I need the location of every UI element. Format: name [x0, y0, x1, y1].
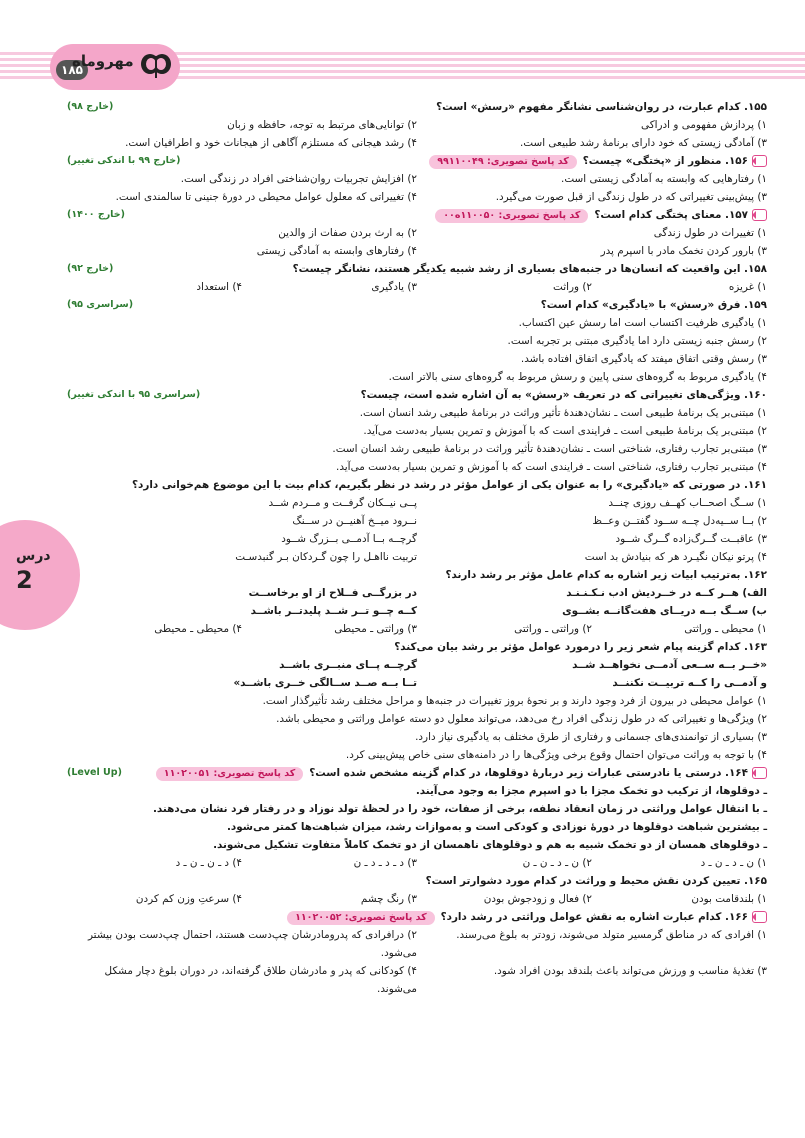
video-icon[interactable]	[752, 155, 767, 167]
options	[67, 890, 767, 908]
option[interactable]: ۴) د ـ ن ـ ن ـ د	[175, 857, 242, 869]
option[interactable]: ۴) تغییراتی که معلول عوامل محیطی در دورهٔ جنینی تا سالمندی است.	[115, 191, 417, 203]
brand-name: مهروماه	[72, 52, 134, 70]
question-stem: ۱۶۳. کدام گزینه پیام شعر زیر را درمورد عوامل مؤثر بر رشد بیان می‌کند؟	[394, 641, 767, 653]
video-icon[interactable]	[752, 767, 767, 779]
question-161	[67, 476, 767, 566]
question-stem: ۱۶۲. به‌ترتیب ابیات زیر اشاره به کدام عامل مؤثر بر رشد دارند؟	[445, 569, 767, 581]
question-160	[67, 386, 767, 476]
question-166	[67, 908, 767, 998]
poem-verse: ب) ســگ بــه دریــای هفت‌گانــه بشــوی کــه چــو تــر شــد پلیدتــر باشــد	[250, 605, 767, 617]
question-163	[67, 638, 767, 764]
question-157	[67, 206, 767, 260]
answer-code-badge[interactable]: کد پاسخ تصویری: ۹۹۱۱۰۰۴۹	[429, 155, 577, 169]
option[interactable]: ۳) آمادگی زیستی که خود دارای برنامهٔ رشد طبیعی است.	[520, 137, 767, 149]
answer-code-badge[interactable]: کد پاسخ تصویری: ۱۱۰۲۰۰۵۲	[287, 911, 435, 925]
poem-verse: و آدمــی را کــه تربیــت نکننــد تــا بــه صــد ســالگی خــری باشــد»	[233, 677, 767, 689]
option[interactable]: ۱) یادگیری ظرفیت اکتساب است اما رسش عین اکتساب.	[518, 317, 767, 329]
options	[67, 620, 767, 638]
option[interactable]: ۲) به ارث بردن صفات از والدین	[278, 227, 417, 239]
option[interactable]: ۴) یادگیری مربوط به گروه‌های سنی پایین و رسش مربوط به گروه‌های سنی بالاتر است.	[388, 371, 767, 383]
questions-column	[67, 98, 767, 998]
butterfly-logo-icon	[140, 52, 172, 82]
option[interactable]: ۳) رسش وقتی اتفاق میفتد که یادگیری اتفاق افتاده باشد.	[520, 353, 767, 365]
option[interactable]: ۲) ن ـ د ـ ن ـ ن	[522, 857, 592, 869]
page-number: ۱۸۵	[56, 60, 88, 80]
options	[67, 278, 767, 296]
option[interactable]: ۲) فعال و زودجوش بودن	[483, 893, 592, 905]
statement: ـ دوقلوها، از ترکیب دو تخمک مجزا با دو اسپرم مجزا به وجود می‌آیند.	[415, 785, 767, 797]
question-stem: ۱۵۶. منظور از «پختگی» چیست؟کد پاسخ تصویری: ۹۹۱۱۰۰۴۹	[67, 152, 767, 170]
statement: ـ دوقلوهای همسان از دو تخمک شبیه به هم و دوقلوهای ناهمسان از دو تخمک کاملاً متفاوت تشکیل می‌شوند.	[213, 839, 767, 851]
question-162	[67, 566, 767, 638]
option[interactable]: ۱) غریزه	[728, 281, 767, 293]
video-icon[interactable]	[752, 209, 767, 221]
option[interactable]: ۲) ویژگی‌ها و تغییراتی که در طول زندگی افراد رخ می‌دهد، می‌تواند معلول دو دسته عوامل وراثتی و محیطی باشد.	[276, 713, 767, 725]
answer-code-badge[interactable]: کد پاسخ تصویری: ۱۱۰۰۵۰ه۰۰	[435, 209, 588, 223]
question-source: (سراسری ۹۵ با اندکی تغییر)	[67, 389, 201, 400]
question-source: (خارج ۹۲)	[67, 263, 114, 274]
question-stem: ۱۶۴. درستی یا نادرستی عبارات زیر دربارهٔ دوقلوها، در کدام گزینه مشخص شده است؟کد پاسخ تصویری: ۱۱۰۲۰۰۵۱	[67, 764, 767, 782]
lesson-number: 2	[16, 566, 33, 594]
question-stem: ۱۶۵. تعیین کردن نقش محیط و وراثت در کدام مورد دشوارتر است؟	[425, 875, 767, 887]
option[interactable]: ۴) محیطی ـ محیطی	[154, 623, 242, 635]
answer-code-badge[interactable]: کد پاسخ تصویری: ۱۱۰۲۰۰۵۱	[156, 767, 304, 781]
option[interactable]: ۱) مبتنی‌بر یک برنامهٔ طبیعی است ـ نشان‌دهندهٔ تأثیر وراثت در برنامهٔ طبیعی رشد انسان است.	[359, 407, 767, 419]
option[interactable]: ۳) د ـ د ـ د ـ ن	[353, 857, 417, 869]
option[interactable]: ۳) مبتنی‌بر تجارب رفتاری، شناختی است ـ نشان‌دهندهٔ تأثیر وراثت در برنامهٔ طبیعی رشد انسان است.	[332, 443, 767, 455]
question-source: (سراسری ۹۵)	[67, 299, 134, 310]
poem-option[interactable]: ۴) پرتو نیکان نگیـرد هر که بنیادش بد است تربیت نااهـل را چون گـردکان بـر گنبدسـت	[235, 551, 767, 563]
options	[67, 854, 767, 872]
option[interactable]: ۱) بلندقامت بودن	[691, 893, 767, 905]
option[interactable]: ۴) رفتارهای وابسته به آمادگی زیستی	[256, 245, 417, 257]
question-stem: ۱۵۵. کدام عبارت، در روان‌شناسی نشانگر مفهوم «رسش» است؟	[436, 101, 767, 113]
option[interactable]: ۴) سرعتِ وزن کم کردن	[135, 893, 242, 905]
option[interactable]: ۳) پیش‌بینی تغییراتی که در طول زندگی از قبل صورت می‌گیرد.	[495, 191, 767, 203]
option[interactable]: ۳) بارور کردن تخمک مادر با اسپرم پدر	[600, 245, 767, 257]
question-source: (Level Up)	[67, 767, 122, 778]
option[interactable]: ۱) ن ـ د ـ ن ـ د	[700, 857, 767, 869]
option[interactable]: ۴) با توجه به وراثت می‌توان احتمال وقوع برخی ویژگی‌ها را در دامنه‌های سنی خاص پیش‌بینی کرد.	[345, 749, 767, 761]
question-156	[67, 152, 767, 206]
statement: ـ با انتقال عوامل وراثتی در زمان انعقاد نطفه، برخی از صفات، خود را در لحظهٔ تولد نوزاد و در رفتار فرد نشان می‌دهند.	[152, 803, 767, 815]
question-source: (خارج ۹۸)	[67, 101, 114, 112]
option[interactable]: ۳) یادگیری	[371, 281, 417, 293]
option[interactable]: ۲) توانایی‌های مرتبط به توجه، حافظه و زبان	[227, 119, 417, 131]
question-stem: ۱۶۱. در صورتی که «یادگیری» را به عنوان یکی از عوامل مؤثر در رشد در نظر بگیریم، کدام بیت با این موضوع هم‌خوانی دارد؟	[132, 479, 767, 491]
option[interactable]: ۲) مبتنی‌بر یک برنامهٔ طبیعی است ـ فرایندی است که با آموزش و تمرین بسیار به‌دست می‌آید.	[363, 425, 767, 437]
question-164	[67, 764, 767, 872]
question-165	[67, 872, 767, 908]
question-159	[67, 296, 767, 386]
video-icon[interactable]	[752, 911, 767, 923]
option[interactable]: ۴) کودکانی که پدر و مادرشان طلاق گرفته‌اند، در دوران بلوغ دچار مشکل می‌شوند.	[104, 965, 417, 995]
option[interactable]: ۳) تغذیهٔ مناسب و ورزش می‌تواند باعث بلندقد بودن افراد شود.	[493, 965, 767, 977]
option[interactable]: ۳) بسیاری از توانمندی‌های جسمانی و رفتاری از طرق مختلف به یادگیری نیاز دارد.	[415, 731, 767, 743]
option[interactable]: ۱) پردازش مفهومی و ادراکی	[641, 119, 767, 131]
options	[67, 224, 767, 260]
question-stem: ۱۶۰. ویژگی‌های تغییراتی که در تعریف «رسش» به آن اشاره شده است، چیست؟	[360, 389, 767, 401]
poem-option[interactable]: ۱) ســگ اصحــاب کهــف روزی چنــد پــی نیــکان گرفــت و مــردم شــد	[268, 497, 767, 509]
option[interactable]: ۱) افرادی که در مناطق گرمسیر متولد می‌شوند، زودتر به بلوغ می‌رسند.	[456, 929, 767, 941]
question-stem: ۱۵۷. معنای پختگی کدام است؟کد پاسخ تصویری: ۱۱۰۰۵۰ه۰۰	[67, 206, 767, 224]
poem-verse: «خــر بــه ســعی آدمــی نخواهــد شــد گرچــه پــای منبــری باشــد	[279, 659, 767, 671]
options	[67, 116, 767, 152]
options	[67, 170, 767, 206]
option[interactable]: ۱) رفتارهایی که وابسته به آمادگی زیستی است.	[561, 173, 767, 185]
option[interactable]: ۱) عوامل محیطی در بیرون از فرد وجود دارند و بر نحوهٔ بروز تغییرات در جنبه‌ها و مراحل مختلف رشد تأثیرگذار است.	[262, 695, 767, 707]
statement: ـ بیشترین شباهت دوقلوها در دورهٔ نوزادی و کودکی است و به‌موازات رشد، میزان شباهت‌ها کمتر می‌شود.	[226, 821, 767, 833]
option[interactable]: ۲) وراثتی ـ وراثتی	[514, 623, 592, 635]
option[interactable]: ۲) درافرادی که پدرومادرشان چپ‌دست هستند، احتمال چپ‌دست بودن بیشتر می‌شود.	[87, 929, 417, 959]
question-source: (خارج ۱۴۰۰)	[67, 209, 125, 220]
lesson-label: درس	[16, 548, 51, 564]
option[interactable]: ۲) وراثت	[553, 281, 592, 293]
question-stem: ۱۵۹. فرق «رسش» با «یادگیری» کدام است؟	[540, 299, 767, 311]
option[interactable]: ۱) محیطی ـ وراثتی	[684, 623, 767, 635]
option[interactable]: ۲) افزایش تجربیات روان‌شناختی افراد در زندگی است.	[180, 173, 417, 185]
poem-option[interactable]: ۳) عاقبــت گــرگ‌زاده گــرگ شــود گرچــه بــا آدمــی بــزرگ شــود	[281, 533, 767, 545]
option[interactable]: ۱) تغییرات در طول زندگی	[653, 227, 767, 239]
option[interactable]: ۴) استعداد	[196, 281, 242, 293]
poem-option[interactable]: ۲) بــا ســیه‌دل چــه ســود گفتــن وعــظ نــرود میــخ آهنیــن در ســنگ	[292, 515, 767, 527]
options	[67, 926, 767, 998]
question-155	[67, 98, 767, 152]
option[interactable]: ۳) وراثتی ـ محیطی	[334, 623, 417, 635]
poem-verse: الف) هــر کــه در خــردیش ادب نـکـنـنـد در بزرگــی فــلاح از او برخاســت	[248, 587, 767, 599]
question-158	[67, 260, 767, 296]
question-stem: ۱۶۶. کدام عبارت اشاره به نقش عوامل وراثتی در رشد دارد؟کد پاسخ تصویری: ۱۱۰۲۰۰۵۲	[67, 908, 767, 926]
option[interactable]: ۴) رشد هیجانی که مستلزم آگاهی از هیجانات خود و اطرافیان است.	[125, 137, 417, 149]
question-source: (خارج ۹۹ با اندکی تغییر)	[67, 155, 181, 166]
option[interactable]: ۴) مبتنی‌بر تجارب رفتاری، شناختی است ـ فرایندی است که با آموزش و تمرین بسیار به‌دست می‌آید.	[336, 461, 767, 473]
question-stem: ۱۵۸. این واقعیت که انسان‌ها در جنبه‌های بسیاری از رشد شبیه یکدیگر هستند، نشانگر چیست؟	[292, 263, 767, 275]
option[interactable]: ۲) رسش جنبه زیستی دارد اما یادگیری مبتنی بر تجربه است.	[507, 335, 767, 347]
option[interactable]: ۳) رنگ چشم	[360, 893, 417, 905]
